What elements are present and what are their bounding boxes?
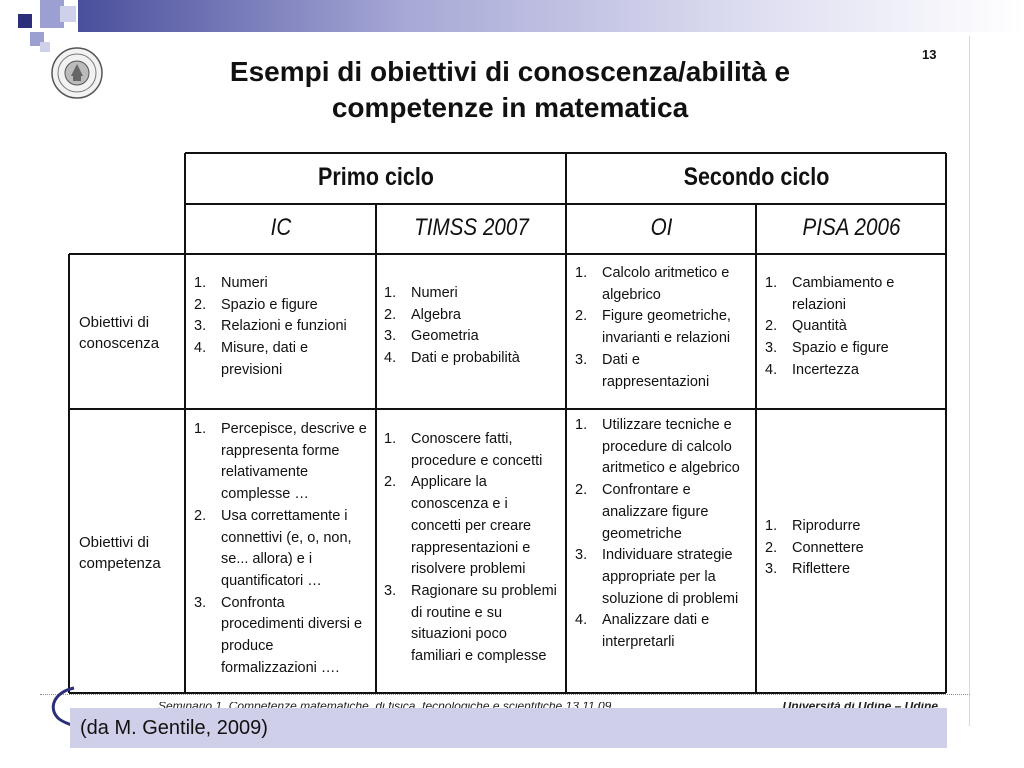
row-label-line: competenza xyxy=(79,555,161,572)
list-item: Cambiamento e relazioni xyxy=(792,275,895,313)
cell-competenza-pisa xyxy=(765,516,940,581)
list-item: Dati e probabilità xyxy=(411,350,520,367)
list-item: Numeri xyxy=(411,285,458,301)
column-header-ic: IC xyxy=(270,214,292,241)
column-header-pisa: PISA 2006 xyxy=(802,214,901,241)
row-label-line: Obiettivi di xyxy=(79,534,150,551)
list-item: Confronta procedimenti diversi e produce formalizzazioni …. xyxy=(221,594,363,676)
header-band xyxy=(78,0,1024,32)
title-line-1: Esempi di obiettivi di conoscenza/abilità e xyxy=(229,56,791,87)
list-item: Confrontare e analizzare figure geometriche xyxy=(602,482,709,542)
university-seal-icon xyxy=(50,46,104,100)
list-item: Figure geometriche, invarianti e relazioni xyxy=(602,308,731,347)
row-label-line: conoscenza xyxy=(79,335,160,352)
slide-title xyxy=(110,54,910,126)
list-item: Spazio e figure xyxy=(221,296,318,313)
cell-conoscenza-oi xyxy=(575,263,750,393)
row-label-line: Obiettivi di xyxy=(79,314,150,331)
list xyxy=(765,516,940,581)
list-item: Spazio e figure xyxy=(792,340,889,357)
list-item: Usa correttamente i connettivi (e, o, non, se... allora) e i quantificatori … xyxy=(221,507,352,589)
list-item: Quantità xyxy=(792,318,847,335)
list-item: Incertezza xyxy=(792,361,859,378)
corner-square-light xyxy=(60,6,76,22)
list-item: Misure, dati e previsioni xyxy=(221,340,309,378)
list xyxy=(575,415,750,654)
list-item: Numeri xyxy=(221,275,268,291)
column-header-oi: OI xyxy=(650,214,673,241)
cell-conoscenza-pisa xyxy=(765,273,940,382)
list-item: Riprodurre xyxy=(792,518,861,534)
list-item: Applicare la conoscenza e i concetti per creare rappresentazioni e risolvere problemi xyxy=(411,474,532,578)
list xyxy=(575,263,750,393)
footer-divider xyxy=(40,694,970,695)
list-item: Individuare strategie appropriate per la soluzione di problemi xyxy=(602,547,739,607)
corner-square-dark xyxy=(18,14,32,28)
page-number: 13 xyxy=(922,47,937,62)
list xyxy=(194,419,369,679)
cell-competenza-timss xyxy=(384,429,559,668)
list-item: Algebra xyxy=(411,306,461,323)
list-item: Dati e rappresentazioni xyxy=(602,351,710,390)
list xyxy=(384,429,559,668)
row-label-competenza xyxy=(79,532,179,574)
cell-conoscenza-timss xyxy=(384,283,559,370)
list-item: Calcolo aritmetico e algebrico xyxy=(602,265,730,303)
cell-competenza-oi xyxy=(575,415,750,654)
list-item: Conoscere fatti, procedure e concetti xyxy=(411,431,543,469)
list-item: Relazioni e funzioni xyxy=(221,318,347,335)
list-item: Geometria xyxy=(411,328,479,345)
cell-competenza-ic xyxy=(194,419,369,679)
list-item: Percepisce, descrive e rappresenta forme relativamente complesse … xyxy=(221,421,367,503)
header-secondo-ciclo: Secondo ciclo xyxy=(683,163,830,191)
list xyxy=(194,273,369,382)
title-line-2: competenze in matematica xyxy=(331,92,689,123)
row-label-conoscenza xyxy=(79,312,179,354)
list xyxy=(384,283,559,370)
list xyxy=(765,273,940,382)
right-divider xyxy=(969,36,970,726)
corner-square-light xyxy=(40,42,50,52)
list-item: Utilizzare tecniche e procedure di calcolo aritmetico e algebrico xyxy=(602,417,740,477)
list-item: Ragionare su problemi di routine e su situazioni poco familiari e complesse xyxy=(411,582,557,665)
list-item: Connettere xyxy=(792,539,864,556)
column-header-timss: TIMSS 2007 xyxy=(414,214,529,241)
cell-conoscenza-ic xyxy=(194,273,369,382)
source-caption: (da M. Gentile, 2009) xyxy=(70,708,947,748)
header-primo-ciclo: Primo ciclo xyxy=(318,163,434,191)
list-item: Analizzare dati e interpretarli xyxy=(602,612,710,651)
list-item: Riflettere xyxy=(792,561,851,578)
